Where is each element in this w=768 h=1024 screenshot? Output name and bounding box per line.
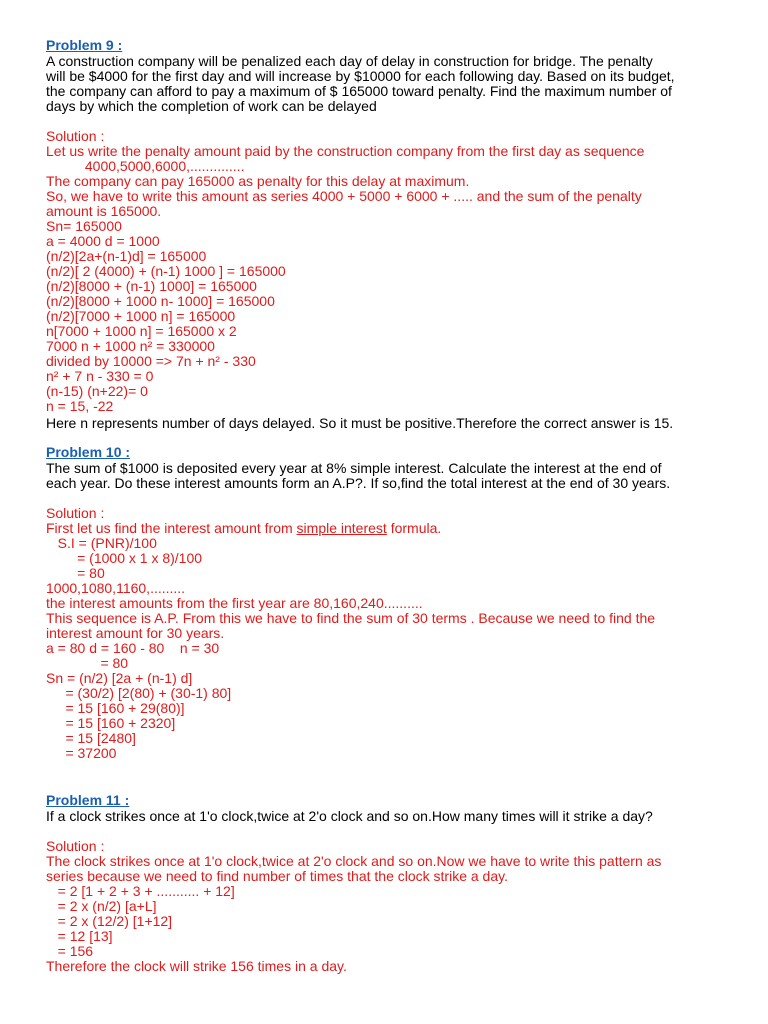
problem-9-solution [46,129,726,414]
solution-line: the interest amounts from the first year are 80,160,240.......... [46,595,423,611]
solution-line: = 2 [1 + 2 + 3 + ........... + 12] [46,883,235,899]
solution-line: interest amount for 30 years. [46,625,225,641]
problem-9-question [46,54,726,114]
solution-line: Let us write the penalty amount paid by the construction company from the first day as sequence [46,143,645,159]
solution-line: = 80 [46,655,129,671]
solution-line: a = 4000 d = 1000 [46,233,160,249]
solution-line: = 2 x (12/2) [1+12] [46,913,173,929]
question-line: A construction company will be penalized each day of delay in construction for bridge. The penalty [46,53,653,69]
problem-11-heading [46,793,726,808]
solution-label: Solution : [46,505,105,521]
question-line: The sum of $1000 is deposited every year at 8% simple interest. Calculate the interest at the end of [46,460,662,476]
problem-9-heading [46,38,726,53]
solution-line: amount is 165000. [46,203,162,219]
solution-line: Therefore the clock will strike 156 times in a day. [46,958,347,974]
solution-line: n[7000 + 1000 n] = 165000 x 2 [46,323,237,339]
question-line: each year. Do these interest amounts form an A.P?. If so,find the total interest at the end of 30 years. [46,475,671,491]
solution-line: (n/2)[8000 + 1000 n- 1000] = 165000 [46,293,275,309]
intro-text: First let us find the interest amount from [46,520,297,536]
solution-line: = 15 [2480] [46,730,136,746]
problem-11-solution [46,839,726,974]
solution-line: = 37200 [46,745,117,761]
solution-line: Solution : [46,128,105,144]
solution-intro [46,521,726,536]
question-line: If a clock strikes once at 1'o clock,twice at 2'o clock and so on.How many times will it strike a day? [46,808,653,824]
question-line: the company can afford to pay a maximum of $ 165000 toward penalty. Find the maximum number of [46,83,672,99]
solution-line: 7000 n + 1000 n² = 330000 [46,338,215,354]
solution-line: (n/2)[8000 + (n-1) 1000] = 165000 [46,278,257,294]
problem-10-question [46,461,726,491]
intro-text: formula. [386,520,442,536]
solution-line: 4000,5000,6000,.............. [46,158,245,174]
solution-line: = 156 [46,943,94,959]
solution-line: a = 80 d = 160 - 80 n = 30 [46,640,220,656]
solution-line: series because we need to find number of times that the clock strike a day. [46,868,508,884]
solution-line: Solution : [46,838,105,854]
question-line: days by which the completion of work can be delayed [46,98,377,114]
solution-line: (n/2)[7000 + 1000 n] = 165000 [46,308,236,324]
solution-line: (n-15) (n+22)= 0 [46,383,148,399]
solution-line: S.I = (PNR)/100 [46,535,157,551]
solution-line: = 15 [160 + 2320] [46,715,176,731]
solution-line: n = 15, -22 [46,398,114,414]
problem-heading: Problem 10 : [46,444,131,460]
solution-line: (n/2)[2a+(n-1)d] = 165000 [46,248,207,264]
solution-line: = 12 [13] [46,928,113,944]
problem-heading: Problem 11 : [46,792,130,808]
question-line: will be $4000 for the first day and will increase by $10000 for each following day. Based on its budget, [46,68,675,84]
solution-line: 1000,1080,1160,......... [46,580,186,596]
problem-9-conclusion [46,416,726,431]
solution-line: Sn= 165000 [46,218,122,234]
solution-line: This sequence is A.P. From this we have to find the sum of 30 terms . Because we need to find the [46,610,656,626]
solution-line: = (1000 x 1 x 8)/100 [46,550,203,566]
conclusion-line: Here n represents number of days delayed. So it must be positive.Therefore the correct answer is 15. [46,415,674,431]
solution-line: = (30/2) [2(80) + (30-1) 80] [46,685,232,701]
solution-line: n² + 7 n - 330 = 0 [46,368,154,384]
solution-line: (n/2)[ 2 (4000) + (n-1) 1000 ] = 165000 [46,263,286,279]
solution-line: = 80 [46,565,105,581]
simple-interest-link[interactable]: simple interest [296,520,387,536]
problem-11-question [46,809,726,824]
solution-line: = 2 x (n/2) [a+L] [46,898,157,914]
solution-line: divided by 10000 => 7n + n² - 330 [46,353,256,369]
solution-line: = 15 [160 + 29(80)] [46,700,185,716]
solution-line: The clock strikes once at 1'o clock,twice at 2'o clock and so on.Now we have to write this pattern as [46,853,662,869]
solution-line: So, we have to write this amount as series 4000 + 5000 + 6000 + ..... and the sum of the penalty [46,188,642,204]
problem-heading: Problem 9 : [46,37,123,53]
problem-10-solution [46,506,726,761]
problem-10-heading [46,445,726,460]
solution-line: The company can pay 165000 as penalty for this delay at maximum. [46,173,470,189]
solution-line: Sn = (n/2) [2a + (n-1) d] [46,670,193,686]
